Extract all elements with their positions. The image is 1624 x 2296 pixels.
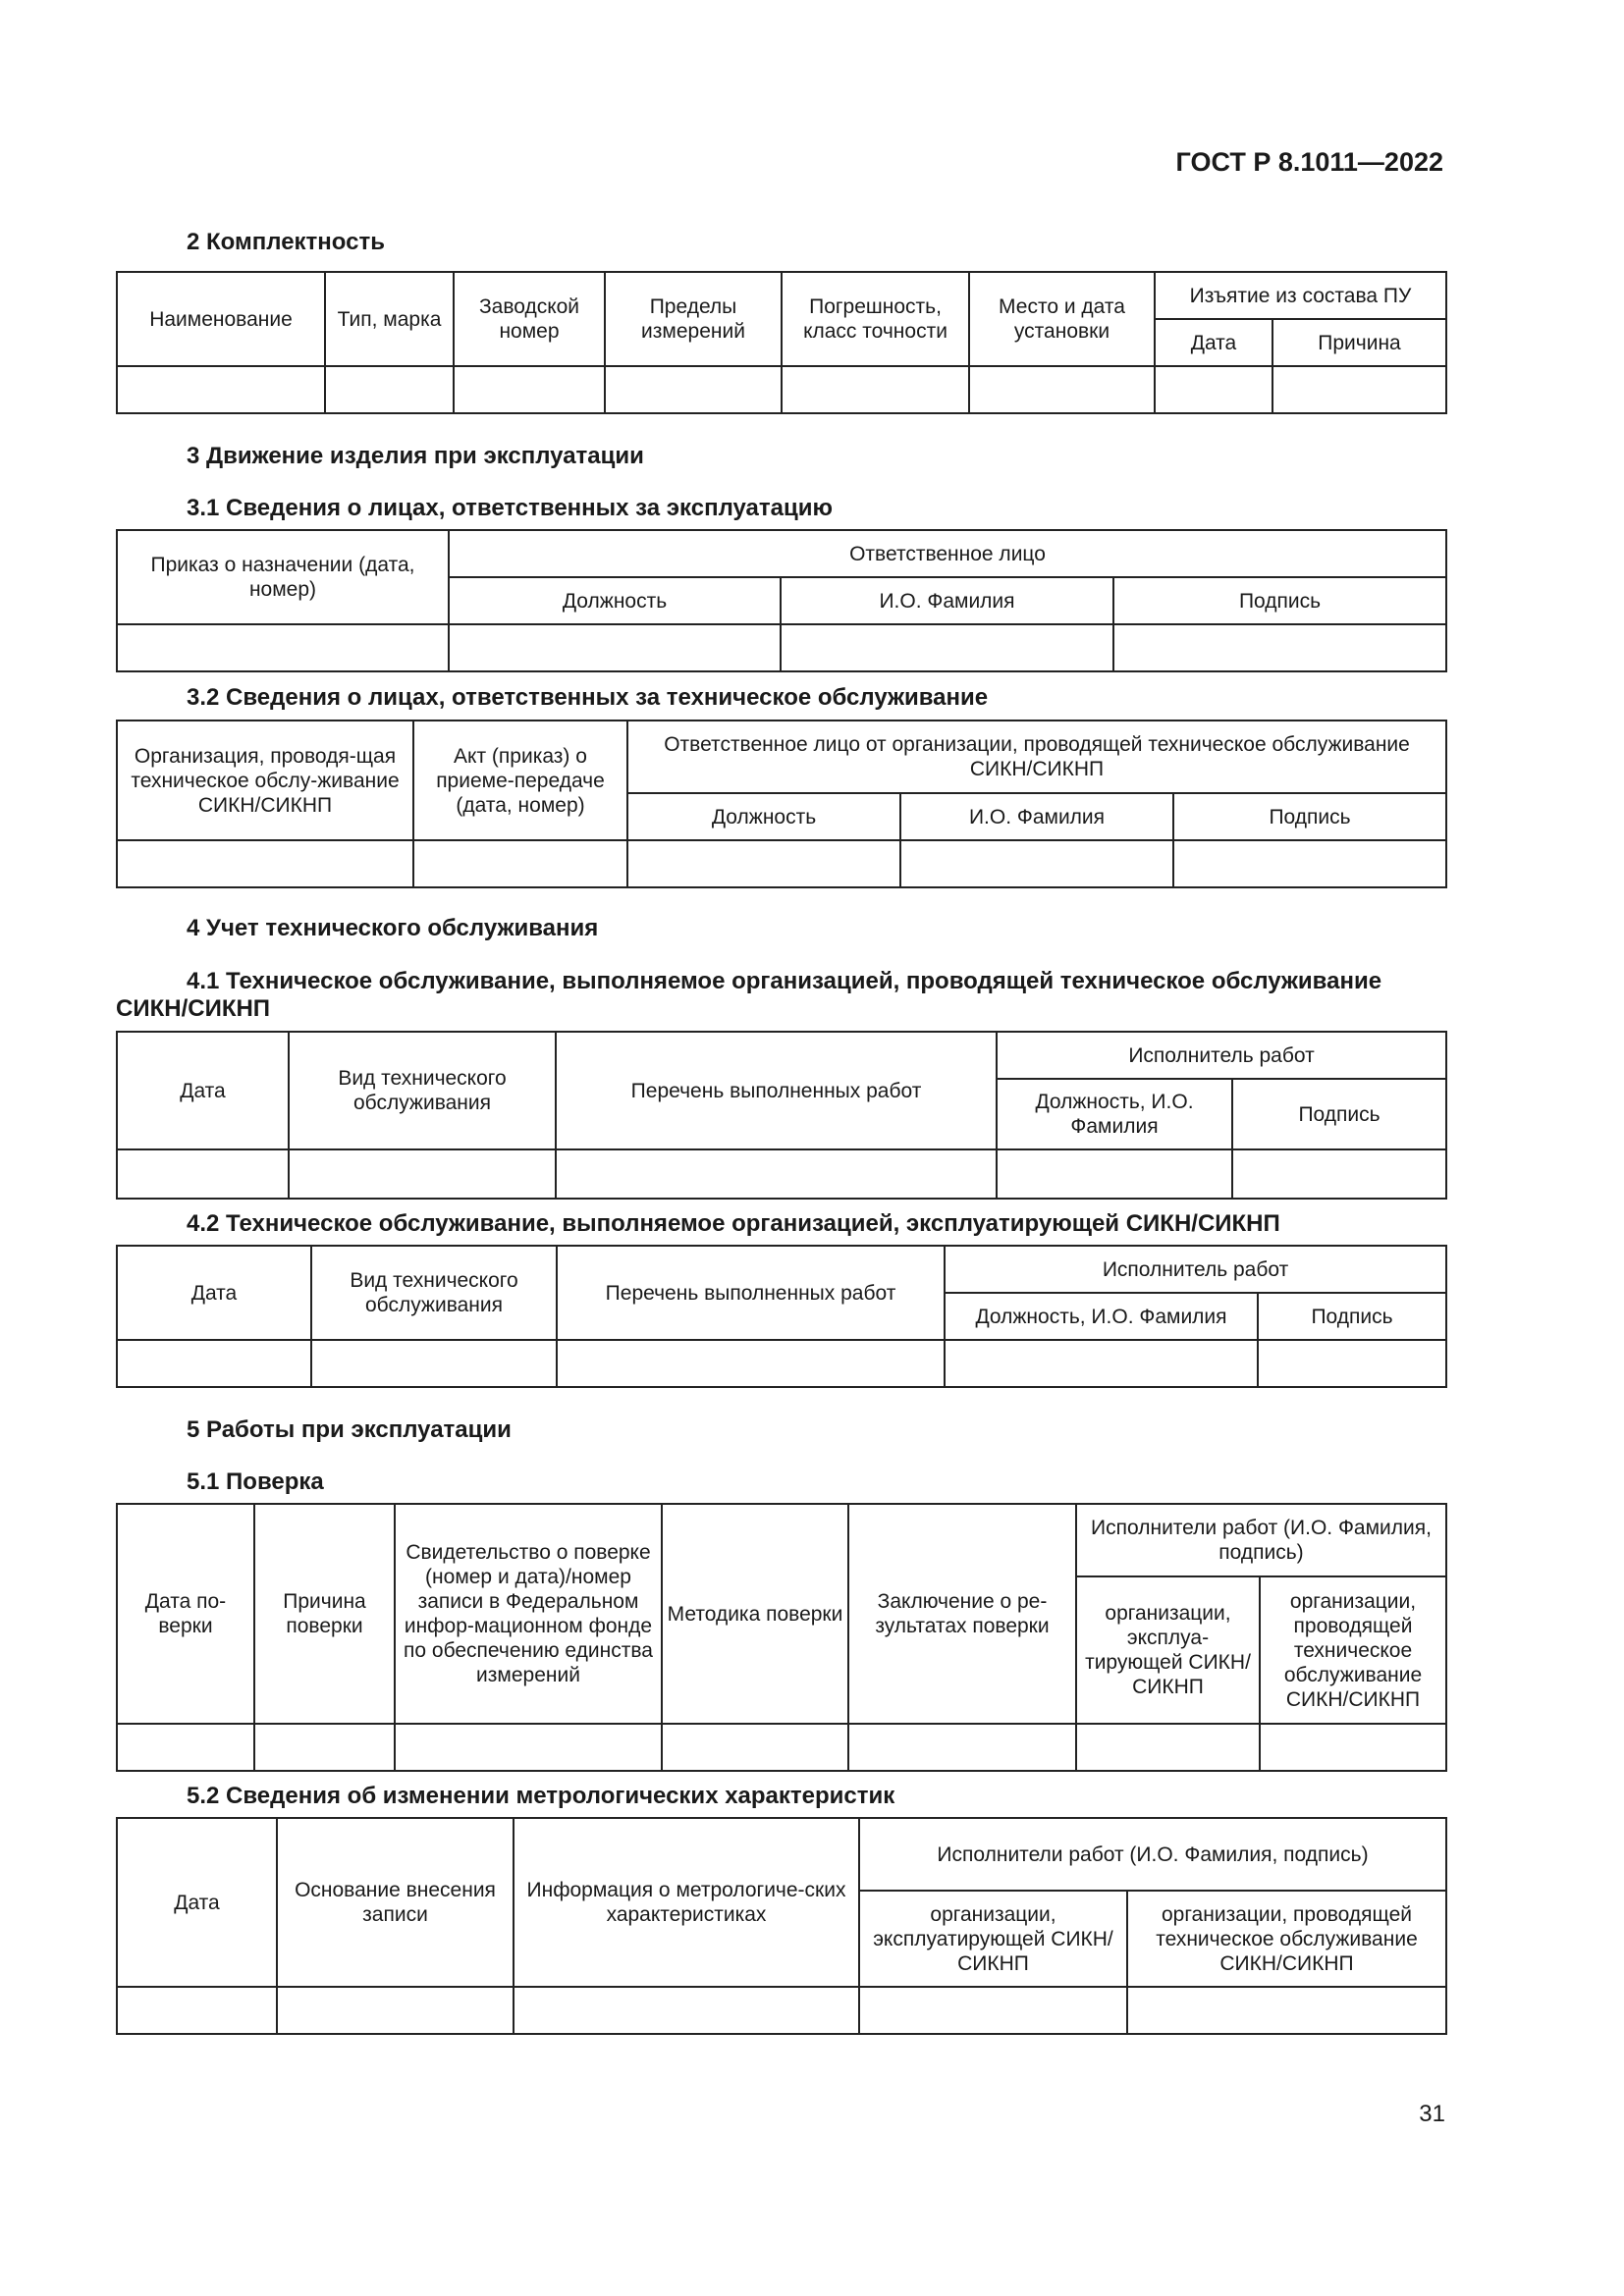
- blank-cell[interactable]: [781, 624, 1113, 671]
- col-verification-date-header: Дата по-верки: [117, 1504, 254, 1724]
- blank-entry-row: [117, 1987, 1446, 2034]
- col-position-fullname-header: Должность, И.О. Фамилия: [997, 1079, 1232, 1149]
- blank-cell[interactable]: [1272, 366, 1446, 413]
- col-date-header: Дата: [117, 1246, 311, 1340]
- col-date-header: Дата: [117, 1818, 277, 1987]
- col-signature-header: Подпись: [1113, 577, 1446, 624]
- col-withdrawal-date-header: Дата: [1155, 319, 1272, 366]
- col-service-org-header: организации, проводящей техническое обслуживание СИКН/СИКНП: [1260, 1576, 1446, 1724]
- col-responsible-header: Ответственное лицо: [449, 530, 1446, 577]
- col-conclusion-header: Заключение о ре-зультатах поверки: [848, 1504, 1076, 1724]
- section-5-title: 5 Работы при эксплуатации: [187, 1416, 512, 1443]
- blank-cell[interactable]: [782, 366, 969, 413]
- section-4-1-title-line1: 4.1 Техническое обслуживание, выполняемое организацией, проводящей техническое обслуживание: [187, 968, 1382, 994]
- blank-entry-row: [117, 840, 1446, 887]
- col-metrology-info-header: Информация о метрологиче-ских характеристиках: [514, 1818, 859, 1987]
- verification-table: [116, 1503, 1447, 1772]
- blank-entry-row: [117, 1724, 1446, 1771]
- blank-cell[interactable]: [627, 840, 900, 887]
- blank-cell[interactable]: [1258, 1340, 1446, 1387]
- col-fullname-header: И.О. Фамилия: [781, 577, 1113, 624]
- page-number: 31: [1419, 2101, 1445, 2127]
- blank-cell[interactable]: [1173, 840, 1446, 887]
- col-withdrawal-header: Изъятие из состава ПУ: [1155, 272, 1446, 319]
- section-3-title: 3 Движение изделия при эксплуатации: [187, 443, 644, 469]
- col-order-header: Приказ о назначении (дата, номер): [117, 530, 449, 624]
- col-position-fullname-header: Должность, И.О. Фамилия: [945, 1293, 1258, 1340]
- col-service-org-header: организации, проводящей техническое обслуживание СИКН/СИКНП: [1127, 1891, 1446, 1987]
- blank-cell[interactable]: [395, 1724, 662, 1771]
- section-5-1-title: 5.1 Поверка: [187, 1468, 324, 1495]
- col-organization-header: Организация, проводя-щая техническое обслу-живание СИКН/СИКНП: [117, 721, 413, 840]
- completeness-table: [116, 271, 1447, 414]
- blank-cell[interactable]: [413, 840, 627, 887]
- blank-cell[interactable]: [117, 1149, 289, 1199]
- blank-cell[interactable]: [662, 1724, 848, 1771]
- col-act-header: Акт (приказ) о приеме-передаче (дата, номер): [413, 721, 627, 840]
- col-performers-header: Исполнители работ (И.О. Фамилия, подпись): [859, 1818, 1446, 1891]
- blank-cell[interactable]: [1232, 1149, 1446, 1199]
- blank-cell[interactable]: [117, 624, 449, 671]
- col-withdrawal-reason-header: Причина: [1272, 319, 1446, 366]
- col-fullname-header: И.О. Фамилия: [900, 793, 1173, 840]
- blank-entry-row: [117, 1149, 1446, 1199]
- col-works-list-header: Перечень выполненных работ: [556, 1032, 997, 1149]
- section-3-1-title: 3.1 Сведения о лицах, ответственных за эксплуатацию: [187, 495, 834, 521]
- metrology-changes-table: [116, 1817, 1447, 2035]
- blank-cell[interactable]: [997, 1149, 1232, 1199]
- blank-cell[interactable]: [848, 1724, 1076, 1771]
- section-5-2-title: 5.2 Сведения об изменении метрологических характеристик: [187, 1783, 895, 1809]
- blank-cell[interactable]: [557, 1340, 945, 1387]
- col-name-header: Наименование: [117, 272, 325, 366]
- col-responsible-org-header: Ответственное лицо от организации, проводящей техническое обслуживание СИКН/СИКНП: [627, 721, 1446, 793]
- blank-entry-row: [117, 624, 1446, 671]
- blank-cell[interactable]: [514, 1987, 859, 2034]
- section-2-title: 2 Комплектность: [187, 229, 385, 255]
- col-operator-org-header: организации, эксплуа-тирующей СИКН/СИКНП: [1076, 1576, 1260, 1724]
- col-position-header: Должность: [627, 793, 900, 840]
- col-basis-header: Основание внесения записи: [277, 1818, 514, 1987]
- col-signature-header: Подпись: [1173, 793, 1446, 840]
- col-verification-reason-header: Причина поверки: [254, 1504, 395, 1724]
- blank-cell[interactable]: [1127, 1987, 1446, 2034]
- section-4-1-title-line2: СИКН/СИКНП: [116, 995, 271, 1022]
- blank-cell[interactable]: [1260, 1724, 1446, 1771]
- section-4-title: 4 Учет технического обслуживания: [187, 915, 599, 941]
- blank-cell[interactable]: [117, 1987, 277, 2034]
- blank-cell[interactable]: [277, 1987, 514, 2034]
- blank-cell[interactable]: [1113, 624, 1446, 671]
- col-range-header: Пределы измерений: [605, 272, 782, 366]
- blank-cell[interactable]: [254, 1724, 395, 1771]
- col-signature-header: Подпись: [1258, 1293, 1446, 1340]
- blank-cell[interactable]: [311, 1340, 557, 1387]
- blank-cell[interactable]: [900, 840, 1173, 887]
- col-works-list-header: Перечень выполненных работ: [557, 1246, 945, 1340]
- col-install-header: Место и дата установки: [969, 272, 1155, 366]
- document-standard-number: ГОСТ Р 8.1011—2022: [1175, 147, 1443, 177]
- blank-cell[interactable]: [454, 366, 605, 413]
- blank-cell[interactable]: [1076, 1724, 1260, 1771]
- col-performer-header: Исполнитель работ: [945, 1246, 1446, 1293]
- blank-cell[interactable]: [325, 366, 454, 413]
- blank-cell[interactable]: [859, 1987, 1127, 2034]
- blank-cell[interactable]: [1155, 366, 1272, 413]
- col-maintenance-type-header: Вид технического обслуживания: [289, 1032, 556, 1149]
- blank-cell[interactable]: [969, 366, 1155, 413]
- col-accuracy-header: Погрешность, класс точности: [782, 272, 969, 366]
- col-method-header: Методика поверки: [662, 1504, 848, 1724]
- blank-cell[interactable]: [449, 624, 781, 671]
- col-position-header: Должность: [449, 577, 781, 624]
- col-performers-header: Исполнители работ (И.О. Фамилия, подпись): [1076, 1504, 1446, 1576]
- maintenance-by-service-org-table: [116, 1031, 1447, 1200]
- blank-entry-row: [117, 1340, 1446, 1387]
- operation-responsible-table: [116, 529, 1447, 672]
- col-signature-header: Подпись: [1232, 1079, 1446, 1149]
- col-performer-header: Исполнитель работ: [997, 1032, 1446, 1079]
- blank-cell[interactable]: [117, 366, 325, 413]
- blank-cell[interactable]: [117, 1724, 254, 1771]
- blank-cell[interactable]: [289, 1149, 556, 1199]
- blank-cell[interactable]: [945, 1340, 1258, 1387]
- col-certificate-header: Свидетельство о поверке (номер и дата)/номер записи в Федеральном инфор-мационном фонде по обеспечению единства измерений: [395, 1504, 662, 1724]
- blank-entry-row: [117, 366, 1446, 413]
- blank-cell[interactable]: [117, 840, 413, 887]
- maintenance-responsible-table: [116, 720, 1447, 888]
- maintenance-by-operator-table: [116, 1245, 1447, 1388]
- blank-cell[interactable]: [605, 366, 782, 413]
- col-serial-header: Заводской номер: [454, 272, 605, 366]
- section-4-2-title: 4.2 Техническое обслуживание, выполняемое организацией, эксплуатирующей СИКН/СИКНП: [187, 1210, 1280, 1237]
- section-3-2-title: 3.2 Сведения о лицах, ответственных за техническое обслуживание: [187, 684, 989, 711]
- col-date-header: Дата: [117, 1032, 289, 1149]
- col-operator-org-header: организации, эксплуатирующей СИКН/СИКНП: [859, 1891, 1127, 1987]
- col-maintenance-type-header: Вид технического обслуживания: [311, 1246, 557, 1340]
- blank-cell[interactable]: [117, 1340, 311, 1387]
- col-type-header: Тип, марка: [325, 272, 454, 366]
- blank-cell[interactable]: [556, 1149, 997, 1199]
